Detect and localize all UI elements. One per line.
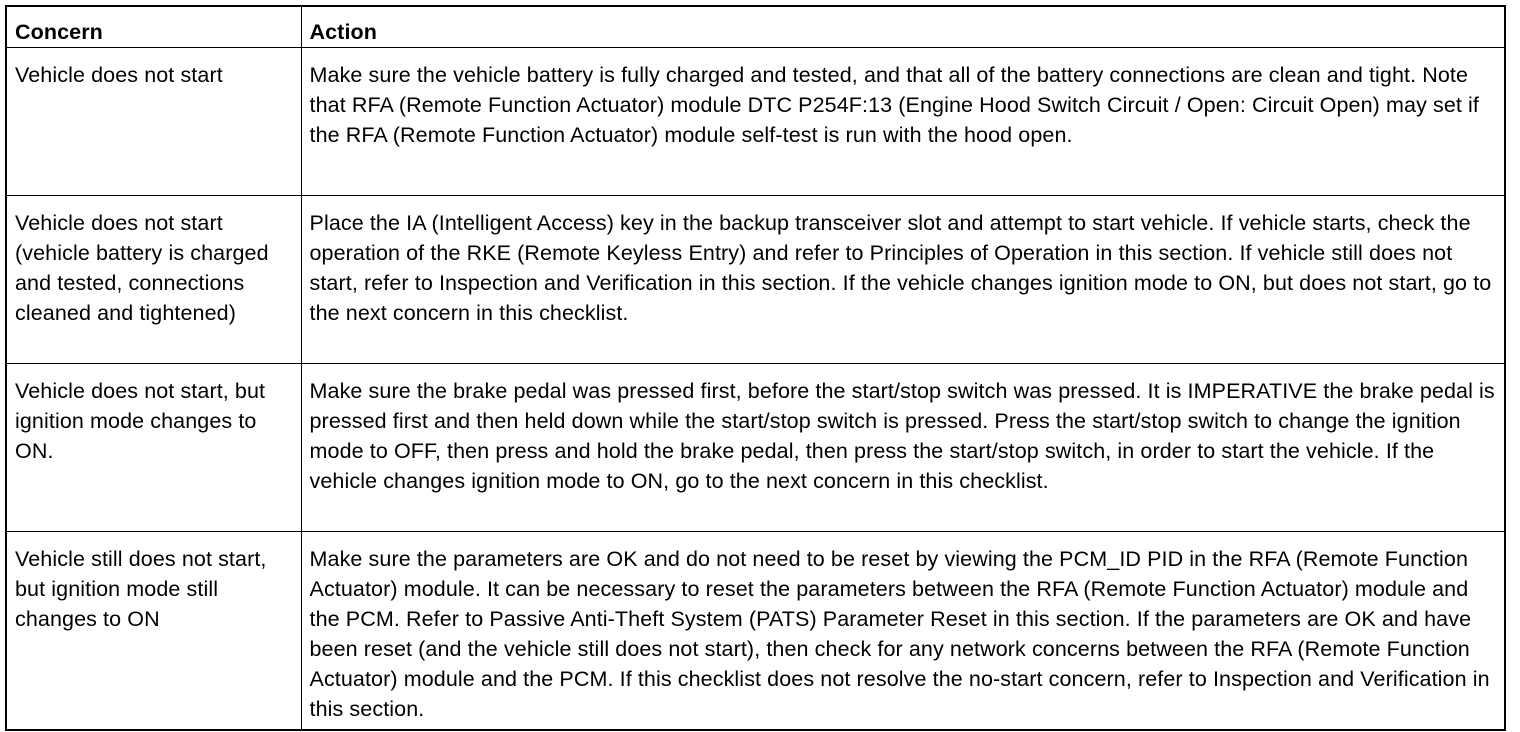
- table-row: [6, 364, 1505, 532]
- action-cell: Make sure the parameters are OK and do not need to be reset by viewing the PCM_ID PID in the RFA (Remote Function Actuator) module. It can be necessary to reset the parameters between the RFA (Remote Function Actuator) module and the PCM. Refer to Passive Anti-Theft System (PATS) Parameter Reset in this section. If the parameters are OK and have been reset (and the vehicle still does not start), then check for any network concerns between the RFA (Remote Function Actuator) module and the PCM. If this checklist does not resolve the no-start concern, refer to Inspection and Verification in this section.: [301, 532, 1505, 730]
- table-header: [6, 6, 1505, 48]
- action-cell: Place the IA (Intelligent Access) key in the backup transceiver slot and attempt to start vehicle. If vehicle starts, check the operation of the RKE (Remote Keyless Entry) and refer to Principles of Operation in this section. If vehicle still does not start, refer to Inspection and Verification in this section. If the vehicle changes ignition mode to ON, but does not start, go to the next concern in this checklist.: [301, 196, 1505, 364]
- column-header-action: Action: [301, 6, 1505, 48]
- column-header-concern: Concern: [6, 6, 301, 48]
- symptom-chart-table: [5, 5, 1506, 731]
- concern-cell: Vehicle does not start, but ignition mode changes to ON.: [6, 364, 301, 532]
- table-row: [6, 196, 1505, 364]
- table-header-row: [6, 6, 1505, 48]
- table-row: [6, 48, 1505, 196]
- action-cell: Make sure the vehicle battery is fully charged and tested, and that all of the battery connections are clean and tight. Note that RFA (Remote Function Actuator) module DTC P254F:13 (Engine Hood Switch Circuit / Open: Circuit Open) may set if the RFA (Remote Function Actuator) module self-test is run with the hood open.: [301, 48, 1505, 196]
- concern-cell: Vehicle still does not start, but ignition mode still changes to ON: [6, 532, 301, 730]
- table-row: [6, 532, 1505, 730]
- action-cell: Make sure the brake pedal was pressed first, before the start/stop switch was pressed. It is IMPERATIVE the brake pedal is pressed first and then held down while the start/stop switch is pressed. Press the start/stop switch to change the ignition mode to OFF, then press and hold the brake pedal, then press the start/stop switch, in order to start the vehicle. If the vehicle changes ignition mode to ON, go to the next concern in this checklist.: [301, 364, 1505, 532]
- concern-cell: Vehicle does not start: [6, 48, 301, 196]
- symptom-chart-table-container: [5, 5, 1506, 731]
- concern-cell: Vehicle does not start (vehicle battery is charged and tested, connections cleaned and tightened): [6, 196, 301, 364]
- table-body: [6, 48, 1505, 730]
